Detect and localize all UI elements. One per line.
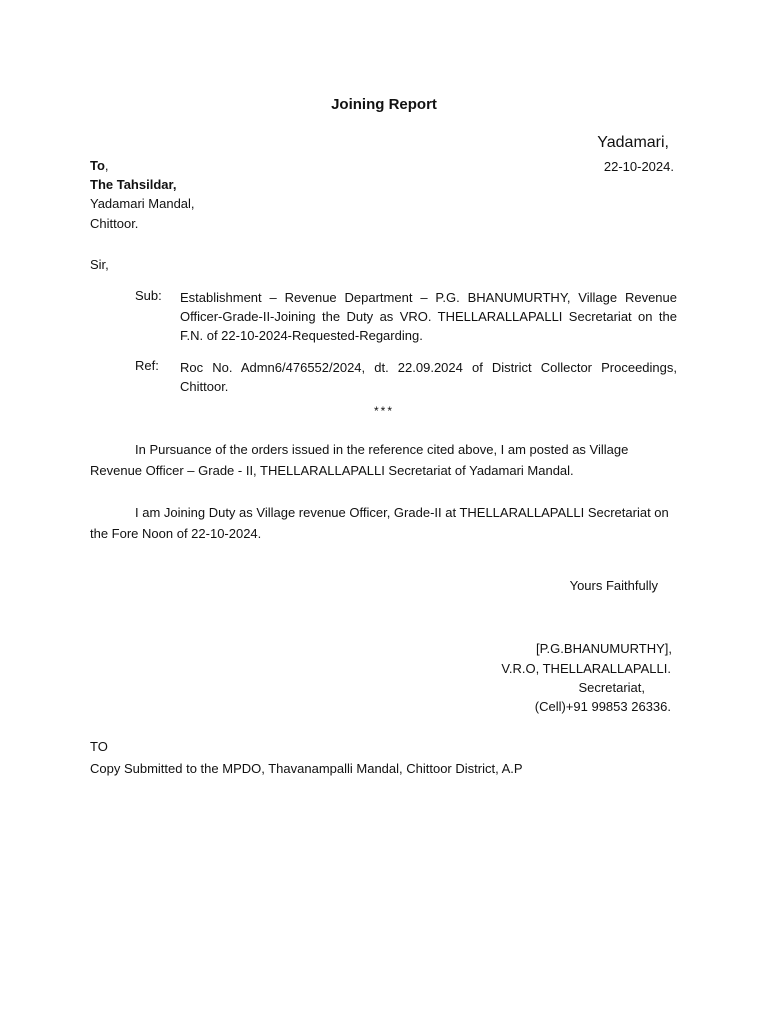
closing: Yours Faithfully <box>569 578 658 593</box>
subject-text: Establishment – Revenue Department – P.G. BHANUMURTHY, Village Revenue Officer-Grade-II-Joining the Duty as VRO. THELLARALLAPALLI Secretariat on the F.N. of 22-10-2024-Requested-Regarding. <box>180 290 677 343</box>
signature-name: [P.G.BHANUMURTHY], <box>535 641 672 656</box>
copy-to-label: TO <box>90 739 108 754</box>
salutation: Sir, <box>90 257 109 272</box>
addressee: The Tahsildar, <box>90 177 177 192</box>
signature-designation: V.R.O, THELLARALLAPALLI. <box>501 661 671 676</box>
reference-label: Ref: <box>135 358 159 373</box>
to-comma: , <box>104 158 109 173</box>
body-paragraph-1: In Pursuance of the orders issued in the reference cited above, I am posted as Village Revenue Officer – Grade - II, THELLARALLAPALLI Secretariat of Yadamari Mandal. <box>90 442 629 478</box>
separator: *** <box>373 404 394 418</box>
copy-to-text: Copy Submitted to the MPDO, Thavanampalli Mandal, Chittoor District, A.P <box>90 761 523 776</box>
address-line-2: Chittoor. <box>90 216 139 231</box>
place: Yadamari, <box>597 134 669 151</box>
address-line-1: Yadamari Mandal, <box>90 196 195 211</box>
document-title: Joining Report <box>331 96 437 113</box>
subject-label: Sub: <box>135 288 162 303</box>
signature-phone: (Cell)+91 99853 26336. <box>534 699 671 714</box>
to-label-text: To <box>90 158 105 173</box>
body-paragraph-2: I am Joining Duty as Village revenue Officer, Grade-II at THELLARALLAPALLI Secretariat on the Fore Noon of 22-10-2024. <box>90 505 669 541</box>
to-label <box>90 158 109 173</box>
date: 22-10-2024. <box>603 159 674 174</box>
signature-office: Secretariat, <box>578 680 645 695</box>
reference-text: Roc No. Admn6/476552/2024, dt. 22.09.2024 of District Collector Proceedings, Chittoor. <box>180 360 677 394</box>
